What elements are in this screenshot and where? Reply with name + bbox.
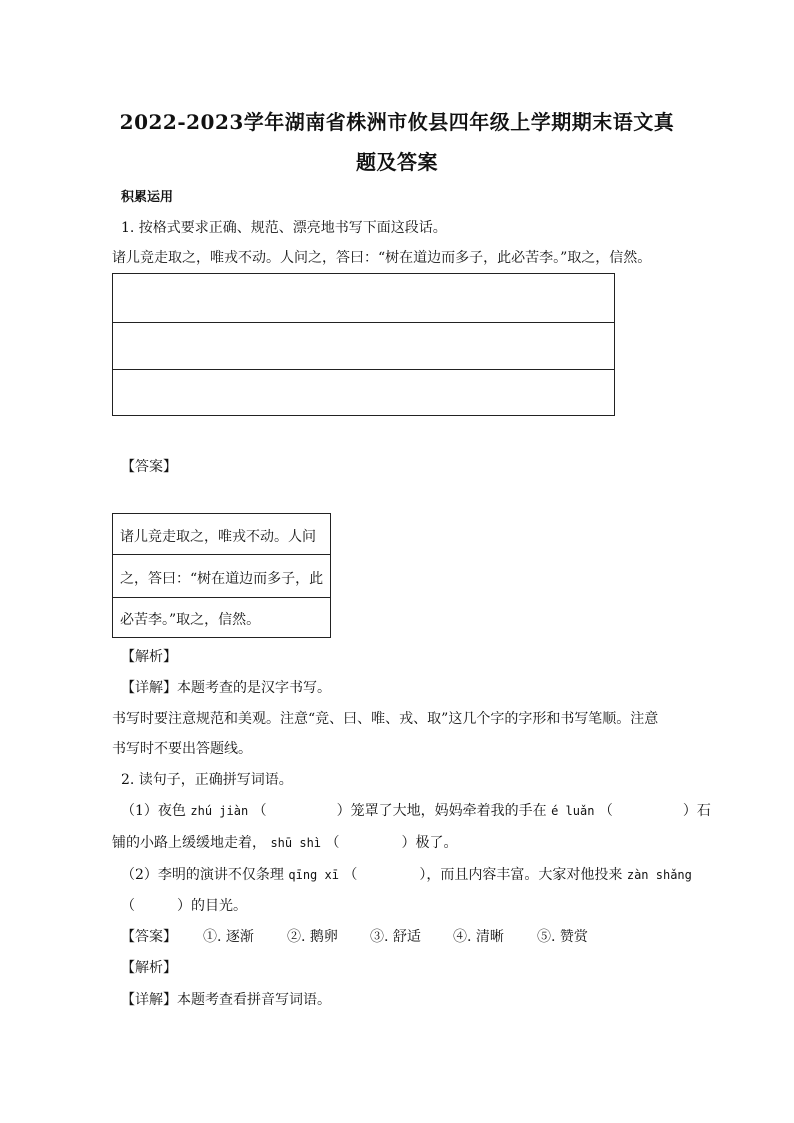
q1-analysis-label: 【解析】 bbox=[121, 649, 177, 665]
text: （1）夜色 bbox=[121, 803, 186, 819]
q2-sentence1-line1 bbox=[121, 800, 711, 820]
q2-sentence1-line2 bbox=[112, 832, 457, 852]
section-heading: 积累运用 bbox=[121, 190, 174, 205]
q2-analysis-label: 【解析】 bbox=[121, 960, 177, 976]
text: ）笼罩了大地，妈妈牵着我的手在 bbox=[336, 803, 547, 819]
pinyin-shushi: shū shì bbox=[270, 836, 322, 850]
q2-sentence2-line2 bbox=[121, 895, 247, 915]
q1-explain-line2: 书写时不要出答题线。 bbox=[112, 741, 252, 757]
q1-answer-label: 【答案】 bbox=[121, 459, 177, 475]
pinyin-eluan: é luǎn bbox=[551, 804, 595, 818]
doc-title-line2: 题及答案 bbox=[356, 150, 438, 174]
bracket-open: （ bbox=[343, 867, 358, 883]
answer-line-3: 必苦李。”取之，信然。 bbox=[120, 612, 261, 628]
grid-line bbox=[113, 597, 330, 598]
q2-answer-5: ⑤. 赞赏 bbox=[537, 929, 588, 945]
q2-prompt: 2. 读句子，正确拼写词语。 bbox=[121, 772, 293, 788]
pinyin-zhujian: zhú jiàn bbox=[190, 804, 249, 818]
answer-line-1: 诸儿竞走取之，唯戎不动。人问 bbox=[120, 529, 316, 545]
q1-prompt: 1. 按格式要求正确、规范、漂亮地书写下面这段话。 bbox=[121, 220, 447, 236]
q2-answer-4: ④. 清晰 bbox=[453, 929, 504, 945]
text: ）极了。 bbox=[401, 835, 458, 851]
q2-answer-label: 【答案】 bbox=[121, 929, 177, 945]
q2-answer-1: ①. 逐渐 bbox=[203, 929, 254, 945]
q2-detail: 【详解】本题考查看拼音写词语。 bbox=[121, 992, 331, 1008]
text: 铺的小路上缓缓地走着， bbox=[112, 835, 266, 851]
bracket-open: （ bbox=[252, 803, 267, 819]
doc-title-line1: 2022-2023学年湖南省株洲市攸县四年级上学期期末语文真 bbox=[119, 110, 675, 134]
pinyin-zanshang: zàn shǎng bbox=[626, 868, 692, 882]
answer-line-2: 之，答曰：“树在道边而多子，此 bbox=[120, 571, 324, 587]
text: ）石 bbox=[682, 803, 711, 819]
text: ），而且内容丰富。大家对他投来 bbox=[419, 867, 623, 883]
pinyin-qingxi: qīng xī bbox=[288, 868, 339, 882]
q1-explain-line1: 书写时要注意规范和美观。注意“竞、曰、唯、戎、取”这几个字的字形和书写笔顺。注意 bbox=[112, 711, 659, 727]
bracket-open: （ bbox=[121, 898, 135, 914]
text: ）的目光。 bbox=[177, 898, 247, 914]
q1-writing-grid bbox=[112, 273, 615, 416]
grid-line bbox=[113, 554, 330, 555]
q1-passage: 诸儿竞走取之，唯戎不动。人问之，答曰：“树在道边而多子，此必苦李。”取之，信然。 bbox=[112, 250, 652, 266]
bracket-open: （ bbox=[325, 835, 340, 851]
grid-line bbox=[113, 322, 614, 323]
q2-answer-3: ③. 舒适 bbox=[370, 929, 421, 945]
q1-detail: 【详解】本题考查的是汉字书写。 bbox=[121, 680, 331, 696]
bracket-open: （ bbox=[598, 803, 613, 819]
q2-answer-2: ②. 鹅卵 bbox=[287, 929, 338, 945]
q1-answer-box bbox=[112, 513, 331, 638]
grid-line bbox=[113, 369, 614, 370]
text: （2）李明的演讲不仅条理 bbox=[121, 867, 284, 883]
q2-sentence2-line1 bbox=[121, 864, 692, 884]
